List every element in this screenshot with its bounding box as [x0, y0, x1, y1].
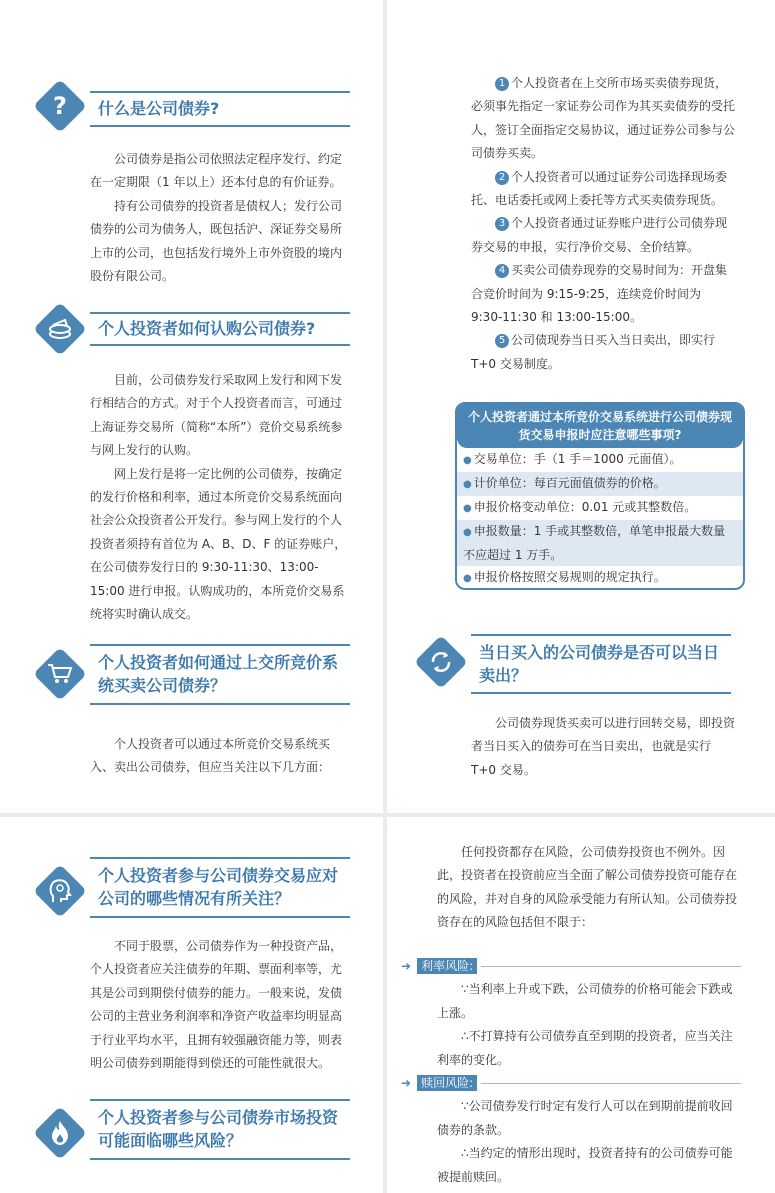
section-icon-badge: [33, 1106, 87, 1160]
section-title: 个人投资者参与公司债券交易应对公司的哪些情况有所关注？: [98, 866, 339, 908]
paragraph: ∴不打算持有公司债券直至到期的投资者，应当关注利率的变化。: [437, 1029, 733, 1067]
page-3: [0, 817, 383, 1193]
paragraph: 目前，公司债券发行采取网上发行和网下发行相结合的方式。对于个人投资者而言，可通过上海证券交易所（简称“本所”）竞价交易系统参与网上发行的认购。: [90, 373, 343, 458]
section-body: [90, 369, 352, 626]
list-item: 1 个人投资者在上交所市场买卖债券现货，必须事先指定一家证券公司作为其买卖债券的受托人，签订全面指定交易协议，通过证券公司参与公司债券买卖。: [471, 76, 736, 161]
heading-rule: [90, 1158, 350, 1160]
coins-icon: [41, 310, 79, 348]
number-badge: 4: [495, 264, 509, 278]
risk-tag: 利率风险:: [417, 958, 477, 974]
heading-rule: [90, 1099, 350, 1101]
head-icon: [41, 872, 79, 910]
arrow-right-icon: ➜: [401, 959, 412, 973]
section-icon-badge: [33, 302, 87, 356]
paragraph: ∵当利率上升或下跌，公司债券的价格可能会下跌或上涨。: [437, 982, 733, 1020]
paragraph: 持有公司债券的投资者是债权人；发行公司债券的公司为债务人，既包括沪、深证券交易所上市的公司，也包括发行境外上市外资股的境内股份有限公司。: [90, 198, 343, 284]
heading-rule: [90, 344, 350, 346]
heading-rule: [90, 857, 350, 859]
section-title: 当日买入的公司债券是否可以当日卖出？: [479, 643, 720, 685]
number-badge: 5: [495, 334, 509, 348]
risk-item: [401, 955, 741, 1072]
section-body: [471, 712, 735, 782]
refresh-icon: [422, 643, 460, 681]
list-item: 4 买卖公司债券现券的交易时间为：开盘集合竞价时间为 9:15-9:25，连续竞价时间为 9:30-11:30 和 13:00-15:00。: [471, 263, 728, 325]
bullet-icon: ●: [463, 503, 472, 514]
notice-item: ● 申报价格变动单位：0.01 元或其整数倍。: [463, 500, 697, 514]
section-icon-badge: [33, 79, 87, 133]
cart-icon: [41, 655, 79, 693]
notice-item: ● 计价单位：每百元面值债券的价格。: [457, 472, 743, 496]
section-body: [90, 148, 352, 288]
heading-rule: [471, 634, 731, 636]
number-badge: 1: [495, 77, 509, 91]
fire-icon: [41, 1114, 79, 1152]
section-icon-badge: [33, 647, 87, 701]
paragraph: 不同于股票，公司债券作为一种投资产品，个人投资者应关注债券的年期、票面利率等，尤其是公司到期偿付债券的能力。一般来说，发债公司的主营业务利润率和净资产收益率均明显高于行业平均水平，且拥有较强融资能力等，则表明公司债券到期能得到偿还的可能性就很大。: [90, 939, 343, 1071]
risk-section: [437, 841, 737, 935]
bullet-icon: ●: [463, 479, 472, 490]
list-item: 2 个人投资者可以通过证券公司选择现场委托、电话委托或网上委托等方式买卖债券现货。: [471, 169, 728, 208]
bullet-icon: ●: [463, 527, 472, 538]
risk-heading: [401, 1072, 741, 1095]
notice-item: ● 申报价格按照交易规则的规定执行。: [463, 570, 666, 584]
section-title: 个人投资者如何通过上交所竞价系统买卖公司债券？: [98, 653, 339, 695]
paragraph: 网上发行是将一定比例的公司债券，按确定的发行价格和利率，通过本所竞价交易系统面向社会公众投资者公开发行。参与网上发行的个人投资者须持有首位为 A、B、D、F 的证券账户，在公司债券发行日的 9:30-11:30、13:00-15:00 进行申报。认购成功的，本所竞价交易系统将实时确认成交。: [90, 466, 347, 622]
risk-tag: 赎回风险:: [417, 1075, 477, 1091]
number-badge: 2: [495, 171, 509, 185]
heading-rule: [471, 692, 731, 694]
paragraph: 任何投资都存在风险，公司债券投资也不例外。因此，投资者在投资前应当全面了解公司债券投资可能存在的风险，并对自身的风险承受能力有所认知。公司债券投资存在的风险包括但不限于：: [437, 845, 738, 930]
page-2: [387, 0, 775, 813]
page-1: [0, 0, 383, 813]
bullet-icon: ●: [463, 573, 472, 584]
heading-rule: [90, 916, 350, 918]
risk-item: [401, 1072, 741, 1189]
risk-heading: [401, 955, 741, 978]
section-title: 什么是公司债券?: [98, 99, 220, 118]
list-item: 5 公司债现券当日买入当日卖出，即实行 T+0 交易制度。: [471, 333, 716, 371]
paragraph: ∴当约定的情形出现时，投资者持有的公司债券可能被提前赎回。: [437, 1146, 733, 1184]
section-icon-badge: [414, 635, 468, 689]
heading-rule: [90, 703, 350, 705]
section-body: [90, 935, 352, 1075]
section-body: [90, 733, 352, 780]
heading-rule: [90, 644, 350, 646]
heading-rule: [90, 125, 350, 127]
section-title: 个人投资者如何认购公司债券?: [98, 319, 316, 338]
section-icon-badge: [33, 864, 87, 918]
bullet-icon: ●: [463, 455, 472, 466]
question-icon: ?: [53, 92, 67, 120]
list-item: 3 个人投资者通过证券账户进行公司债券现券交易的申报，实行净价交易、全价结算。: [471, 216, 728, 254]
paragraph: 公司债券是指公司依照法定程序发行、约定在一定期限（1 年以上）还本付息的有价证券。: [90, 152, 343, 190]
notice-item: ● 交易单位：手（1 手＝1000 元面值）。: [463, 452, 682, 466]
heading-rule: [90, 312, 350, 314]
arrow-right-icon: ➜: [401, 1076, 412, 1090]
section-title: 个人投资者参与公司债券市场投资可能面临哪些风险？: [98, 1108, 339, 1150]
number-badge: 3: [495, 217, 509, 231]
page-4: [387, 817, 775, 1193]
paragraph: ∵公司债券发行时定有发行人可以在到期前提前收回债券的条款。: [437, 1099, 733, 1137]
paragraph: 公司债券现货买卖可以进行回转交易，即投资者当日买入的债券可在当日卖出，也就是实行 T+0 交易。: [471, 716, 736, 777]
heading-rule: [90, 91, 350, 93]
paragraph: 个人投资者可以通过本所竞价交易系统买入、卖出公司债券，但应当关注以下几方面：: [90, 737, 331, 775]
notice-box-title: 个人投资者通过本所竞价交易系统进行公司债券现货交易申报时应注意哪些事项?: [457, 404, 743, 448]
notice-item: ● 申报数量：1 手或其整数倍，单笔申报最大数量不应超过 1 万手。: [457, 520, 743, 566]
numbered-list: [471, 72, 735, 376]
notice-box: [455, 402, 745, 590]
